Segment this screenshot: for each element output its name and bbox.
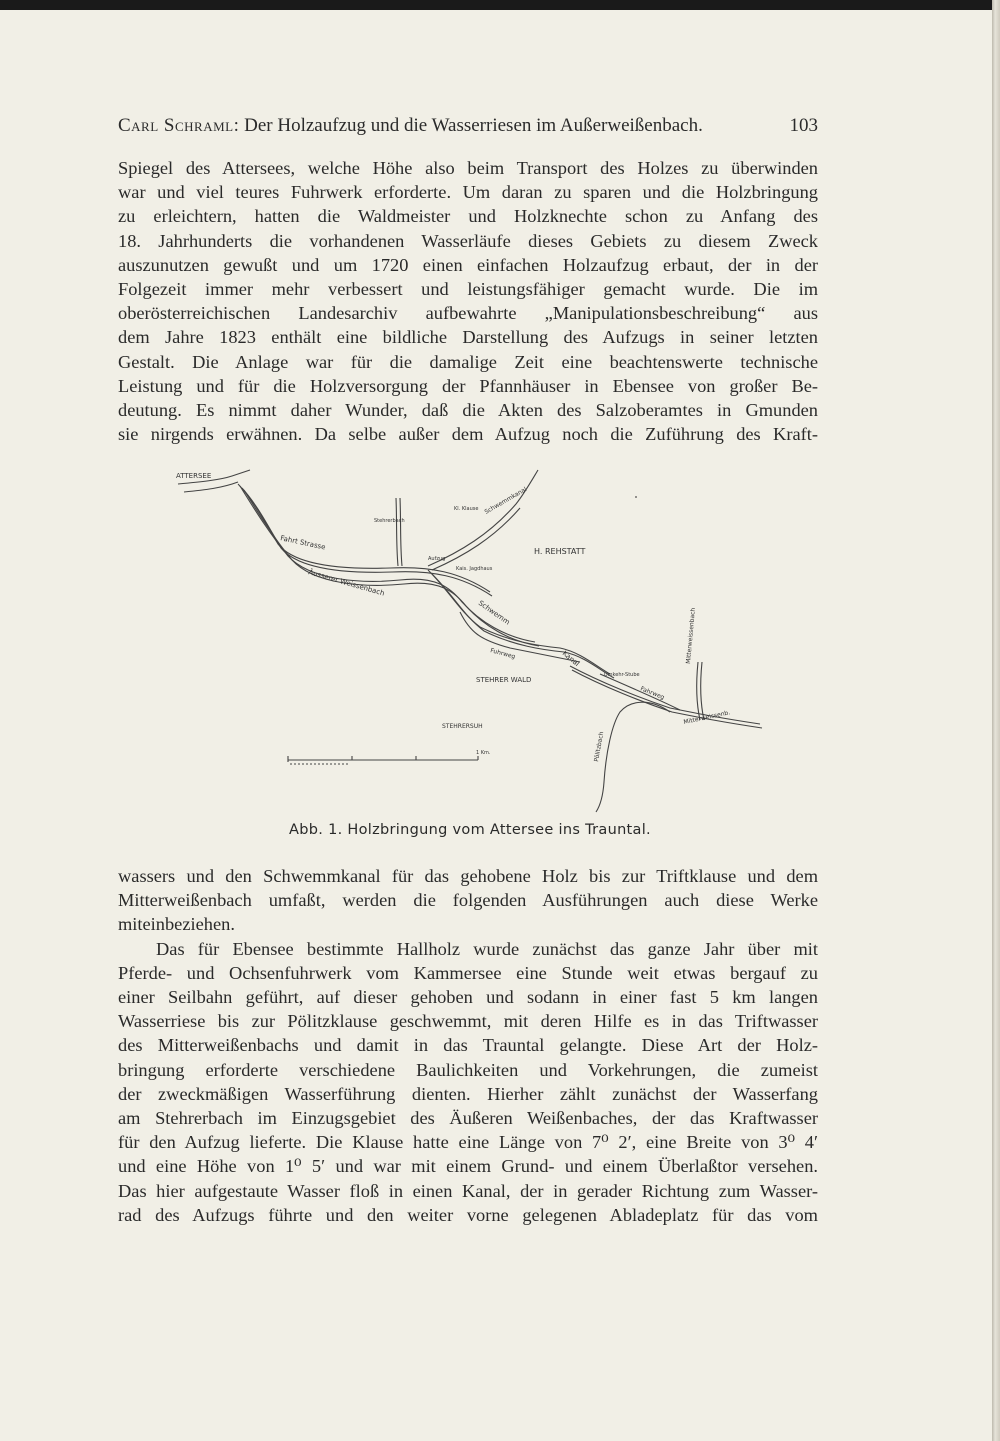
text-line: am Stehrerbach im Einzugsgebiet des Äußeren Weißenbaches, der das Kraftwasser	[118, 1108, 818, 1129]
text-line: und eine Höhe von 1⁰ 5′ und war mit einem Grund- und einem Überlaßtor versehen.	[118, 1156, 818, 1177]
text-line: bringung erforderte verschiedene Baulichkeiten und Vorkehrungen, die zumeist	[118, 1059, 818, 1080]
text-line: rad des Aufzugs führte und den weiter vorne gelegenen Abladeplatz für das vom	[118, 1204, 818, 1225]
text-line: der zweckmäßigen Wasserführung dienten. Hierher zählt zunächst der Wasserfang	[118, 1083, 818, 1104]
running-header	[118, 115, 818, 137]
label-kanal: Kanal	[560, 649, 581, 669]
text-line: Mitterweißenbach umfaßt, werden die folgenden Ausführungen auch diese Werke	[118, 890, 818, 911]
text-line: des Mitterweißenbachs und damit in das Trauntal gelangte. Diese Art der Holz-	[118, 1035, 818, 1056]
map-drawing	[160, 462, 820, 817]
label-stehrersuh: STEHRERSUH	[442, 723, 483, 730]
scale-bar	[288, 756, 478, 762]
label-rehstatt: H. REHSTATT	[534, 547, 586, 556]
label-schwemm: Schwemm	[476, 599, 512, 627]
label-jagdhaus: Kais. Jagdhaus	[456, 566, 493, 572]
label-attersee: ATTERSEE	[176, 472, 212, 480]
text-line: Gestalt. Die Anlage war für die damalige Zeit eine beachtenswerte technische	[118, 351, 818, 372]
label-mitterweiss-river: Mitterweissenb.	[682, 709, 731, 726]
text-line: für den Aufzug lieferte. Die Klause hatte eine Länge von 7⁰ 2′, eine Breite von 3⁰ 4′	[118, 1132, 818, 1153]
text-line: 18. Jahrhunderts die vorhandenen Wasserläufe dieses Gebiets zu diesem Zweck	[118, 230, 818, 251]
text-line: Spiegel des Attersees, welche Höhe also beim Transport des Holzes zu überwinden	[118, 158, 818, 178]
text-line: sie nirgends erwähnen. Da selbe außer dem Aufzug noch die Zuführung des Kraft-	[118, 424, 818, 445]
label-fuhrweg: Fuhrweg	[489, 647, 517, 661]
text-line: Pferde- und Ochsenfuhrwerk vom Kammersee eine Stunde weit etwas bergauf zu	[118, 962, 818, 983]
map-lines	[178, 470, 762, 812]
label-umkehr: Umkehr-Stube	[604, 672, 640, 678]
text-line: wassers und den Schwemmkanal für das gehobene Holz bis zur Triftklause und dem	[118, 866, 818, 886]
label-aeusserer-weissenbach: Äusserer Weissenbach	[307, 568, 386, 598]
header-author: Carl Schraml:	[118, 115, 240, 136]
text-line: dem Jahre 1823 enthält eine bildliche Darstellung des Aufzugs in seiner letzten	[118, 327, 818, 348]
header-title: Der Holzaufzug und die Wasserriesen im Außerweißenbach.	[244, 115, 703, 136]
stehrerbach-line	[396, 498, 398, 566]
text-line: war und viel teures Fuhrwerk erforderte. Um daran zu sparen und die Holzbringung	[118, 182, 818, 203]
label-poelitzbach: Pölitzbach	[593, 731, 606, 763]
text-line: Leistung und für die Holzversorgung der Pfannhäuser in Ebensee von großer Be-	[118, 375, 818, 396]
text-line: miteinbeziehen.	[118, 914, 235, 935]
label-klause: Kl. Klause	[454, 506, 479, 512]
mitterweissenbach-line	[697, 662, 700, 720]
label-fahrweg: Fahrweg	[639, 685, 666, 702]
paragraph-2	[118, 864, 818, 1227]
label-fahrstrasse: Fahrt Strasse	[279, 534, 327, 552]
text-line: zu erleichtern, hatten die Waldmeister und Holzknechte schon zu Anfang des	[118, 206, 818, 227]
text-line: auszunutzen gewußt und um 1720 einen einfachen Holzaufzug erbaut, der in der	[118, 254, 818, 275]
label-scale-unit: 1 Km.	[476, 750, 491, 756]
figure-caption: Abb. 1. Holzbringung vom Attersee ins Trauntal.	[289, 822, 651, 838]
label-stehrerbach: Stehrerbach	[374, 518, 405, 524]
canal-top-line	[428, 470, 538, 566]
poelitzbach-line	[596, 702, 670, 812]
text-line: einer Seilbahn geführt, auf dieser gehoben und sodann in einer fast 5 km langen	[118, 987, 818, 1008]
text-line: oberösterreichischen Landesarchiv aufbewahrte „Manipulationsbeschreibung“ aus	[118, 303, 818, 324]
map-figure	[160, 462, 820, 817]
text-line: Wasserriese bis zur Pölitzklause geschwemmt, mit deren Hilfe es in das Triftwasser	[118, 1011, 818, 1032]
page-edge	[992, 0, 1000, 1441]
text-line: Das hier aufgestaute Wasser floß in einen Kanal, der in gerader Richtung zum Wasser-	[118, 1180, 818, 1201]
label-mitterweissenbach: Mitterweissenbach	[685, 607, 697, 665]
text-line: Folgezeit immer mehr verbessert und leistungsfähiger gemacht wurde. Die im	[118, 279, 818, 300]
paragraph-1	[118, 156, 818, 446]
label-stehrer-wald: STEHRER WALD	[476, 676, 532, 684]
text-line: Das für Ebensee bestimmte Hallholz wurde zunächst das ganze Jahr über mit	[156, 938, 818, 959]
label-schwemmkanal-top: Schwemmkanal	[483, 485, 529, 516]
text-line: deutung. Es nimmt daher Wunder, daß die Akten des Salzoberamtes in Gmunden	[118, 400, 818, 421]
label-aufzug: Aufzug	[428, 556, 446, 562]
page-number: 103	[789, 115, 818, 136]
